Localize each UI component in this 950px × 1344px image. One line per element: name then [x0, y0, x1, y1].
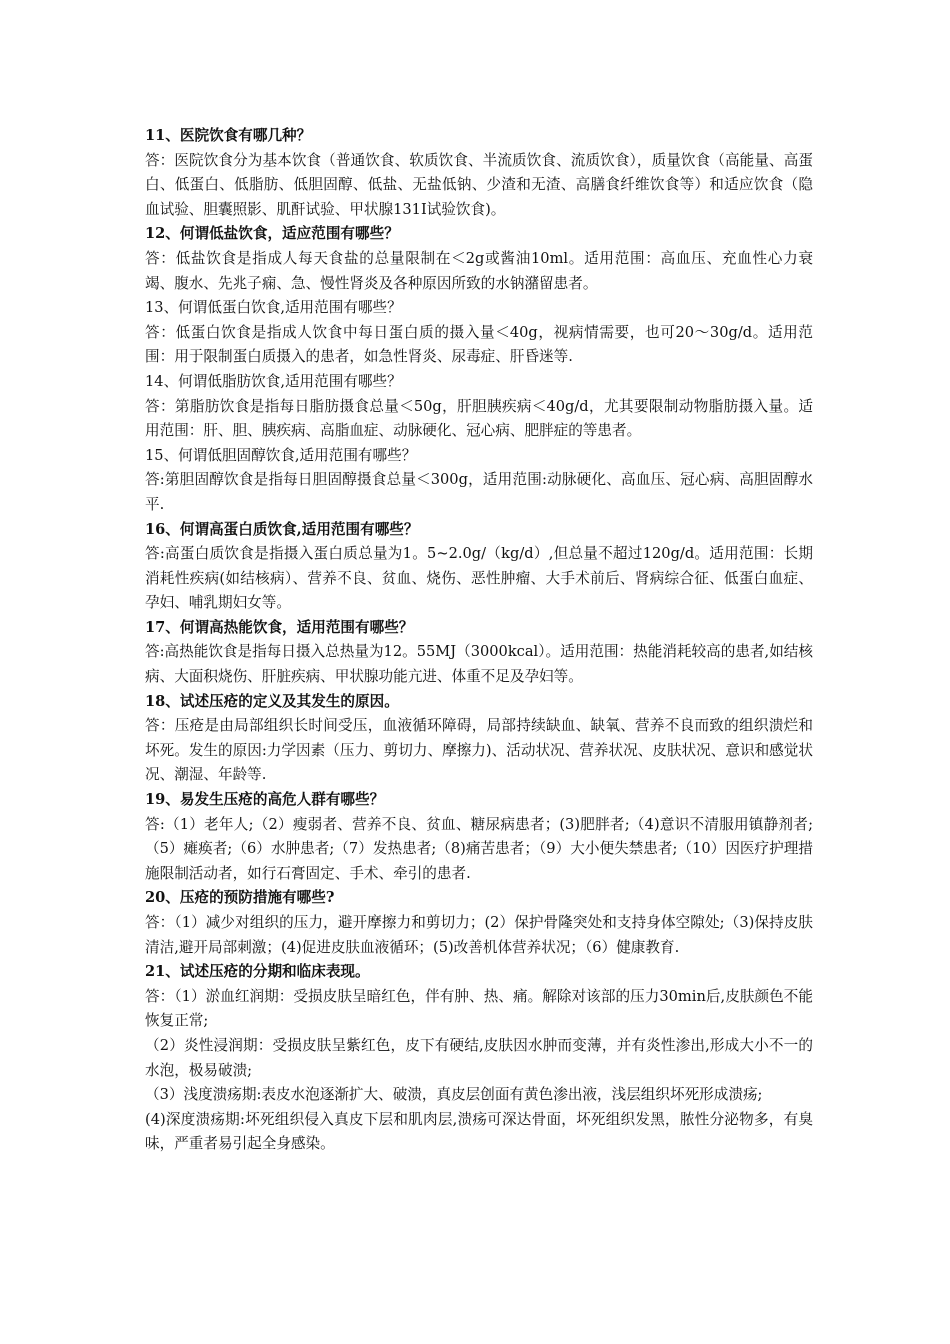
answer-paragraph: 答：低盐饮食是指成人每天食盐的总量限制在＜2g或酱油10ml。适用范围：高血压、充血性心力衰竭、腹水、先兆子痫、急、慢性肾炎及各种原因所致的水钠潴留患者。 [145, 249, 813, 292]
answer-paragraph: (4)深度溃疡期:坏死组织侵入真皮下层和肌肉层,溃疡可深达骨面，坏死组织发黑，脓性分泌物多，有臭味，严重者易引起全身感染。 [145, 1110, 813, 1153]
answer-paragraph: 答:（1）老年人;（2）瘦弱者、营养不良、贫血、糖尿病患者；(3)肥胖者;（4)意识不清服用镇静剂者;（5）瘫痪者;（6）水肿患者;（7）发热患者;（8)痛苦患者；（9）大小便失禁患者;（10）因医疗护理措施限制活动者，如行石膏固定、手术、牵引的患者. [145, 815, 813, 882]
question-heading: 17、何谓高热能饮食，适用范围有哪些？ [145, 618, 414, 636]
qa-block [145, 690, 813, 788]
question-heading: 16、何谓高蛋白质饮食,适用范围有哪些？ [145, 520, 419, 538]
question-heading: 19、易发生压疮的高危人群有哪些？ [145, 791, 385, 809]
answer-paragraph: 答：压疮是由局部组织长时间受压，血液循环障碍，局部持续缺血、缺氧、营养不良而致的组织溃烂和坏死。发生的原因:力学因素（压力、剪切力、摩擦力)、活动状况、营养状况、皮肤状况、意识和感觉状况、潮湿、年龄等. [145, 717, 813, 784]
question-heading: 20、压疮的预防措施有哪些? [145, 889, 335, 907]
qa-block [145, 222, 813, 296]
qa-block [145, 124, 813, 222]
question-heading: 15、何谓低胆固醇饮食,适用范围有哪些？ [145, 446, 417, 464]
qa-block [145, 788, 813, 886]
answer-paragraph: 答：医院饮食分为基本饮食（普通饮食、软质饮食、半流质饮食、流质饮食），质量饮食（高能量、高蛋白、低蛋白、低脂肪、低胆固醇、低盐、无盐低钠、少渣和无渣、高膳食纤维饮食等）和适应饮食（隐血试验、胆囊照影、肌酐试验、甲状腺131I试验饮食)。 [145, 151, 813, 218]
answer-paragraph: 答:高热能饮食是指每日摄入总热量为12。55MJ（3000kcal）。适用范围：热能消耗较高的患者,如结核病、大面积烧伤、肝脏疾病、甲状腺功能亢进、体重不足及孕妇等。 [145, 643, 813, 686]
qa-block [145, 518, 813, 616]
qa-block [145, 886, 813, 960]
question-heading: 13、何谓低蛋白饮食,适用范围有哪些？ [145, 299, 402, 317]
answer-paragraph: （2）炎性浸润期：受损皮肤呈紫红色，皮下有硬结,皮肤因水肿而变薄，并有炎性渗出,形成大小不一的水泡，极易破溃; [145, 1036, 813, 1079]
qa-block [145, 296, 813, 370]
answer-paragraph: 答：低蛋白饮食是指成人饮食中每日蛋白质的摄入量＜40g，视病情需要，也可20～30g/d。适用范围：用于限制蛋白质摄入的患者，如急性肾炎、尿毒症、肝昏迷等. [145, 323, 813, 366]
question-heading: 11、医院饮食有哪几种？ [145, 127, 312, 144]
qa-block [145, 444, 813, 518]
qa-block [145, 616, 813, 690]
answer-paragraph: 答：（1）减少对组织的压力，避开摩擦力和剪切力；(2）保护骨隆突处和支持身体空隙处;（3)保持皮肤清洁,避开局部刺激；(4)促进皮肤血液循环；(5)改善机体营养状况；（6）健康教育. [145, 914, 813, 956]
answer-paragraph: 答:高蛋白质饮食是指摄入蛋白质总量为1。5~2.0g/（kg/d）,但总量不超过120g/d。适用范围：长期消耗性疾病(如结核病）、营养不良、贫血、烧伤、恶性肿瘤、大手术前后、肾病综合征、低蛋白血症、孕妇、哺乳期妇女等。 [145, 545, 813, 612]
answer-paragraph: 答：第脂肪饮食是指每日脂肪摄食总量＜50g，肝胆胰疾病＜40g/d，尤其要限制动物脂肪摄入量。适用范围：肝、胆、胰疾病、高脂血症、动脉硬化、冠心病、肥胖症的等患者。 [145, 397, 813, 440]
document-page [145, 124, 813, 1157]
question-heading: 12、何谓低盐饮食，适应范围有哪些？ [145, 225, 399, 243]
answer-paragraph: 答:第胆固醇饮食是指每日胆固醇摄食总量＜300g，适用范围:动脉硬化、高血压、冠心病、高胆固醇水平. [145, 471, 813, 513]
question-heading: 21、试述压疮的分期和临床表现。 [145, 963, 370, 981]
question-heading: 18、试述压疮的定义及其发生的原因。 [145, 692, 399, 710]
answer-paragraph: 答：（1）淤血红润期：受损皮肤呈暗红色，伴有肿、热、痛。解除对该部的压力30min后,皮肤颜色不能恢复正常; [145, 987, 813, 1030]
answer-paragraph: （3）浅度溃疡期:表皮水泡逐渐扩大、破溃，真皮层创面有黄色渗出液，浅层组织坏死形成溃疡; [145, 1086, 763, 1104]
qa-block [145, 960, 813, 1157]
question-heading: 14、何谓低脂肪饮食,适用范围有哪些？ [145, 372, 402, 390]
qa-block [145, 370, 813, 444]
